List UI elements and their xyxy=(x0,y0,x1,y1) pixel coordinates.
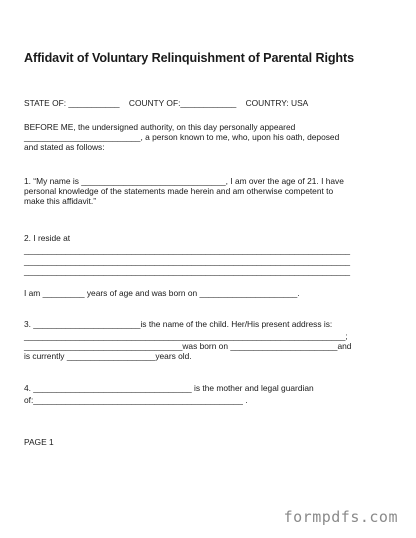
para3-line-1: 3. _______________________is the name of the child. Her/His present address is: xyxy=(24,319,333,329)
para2-blank-line-1: ______________________________________________________________________ xyxy=(24,245,351,255)
para1-line-3: make this affidavit.” xyxy=(24,196,96,206)
before-me-line-1: BEFORE ME, the undersigned authority, on this day personally appeared xyxy=(24,122,296,132)
para1-line-1: 1. “My name is _______________________________, I am over the age of 21. I have xyxy=(24,176,344,186)
para3-line-2: _____________________________________________________________________; xyxy=(24,331,348,341)
para3-line-3: __________________________________was born on _______________________and xyxy=(24,341,352,351)
before-me-line-3: and stated as follows: xyxy=(24,142,105,152)
state-county-country-line: STATE OF: ___________ COUNTY OF:____________ COUNTRY: USA xyxy=(24,98,309,108)
document-title: Affidavit of Voluntary Relinquishment of Parental Rights xyxy=(24,51,355,65)
page-number: PAGE 1 xyxy=(24,437,54,447)
para4-line-1: 4. __________________________________ is the mother and legal guardian xyxy=(24,383,314,393)
para2-line-1: 2. I reside at xyxy=(24,233,71,243)
para4-line-2: of:_____________________________________________ . xyxy=(24,395,248,405)
watermark: formpdfs.com xyxy=(283,508,398,526)
para3-line-4: is currently ___________________years old. xyxy=(24,351,192,361)
para2-blank-line-2: ______________________________________________________________________ xyxy=(24,256,351,266)
para2-age-birth-line: I am _________ years of age and was born on _____________________. xyxy=(24,288,300,298)
before-me-line-2: _________________________, a person known to me, who, upon his oath, deposed xyxy=(24,132,340,142)
para1-line-2: personal knowledge of the statements made herein and am otherwise competent to xyxy=(24,186,334,196)
para2-blank-line-3: ______________________________________________________________________ xyxy=(24,266,351,276)
